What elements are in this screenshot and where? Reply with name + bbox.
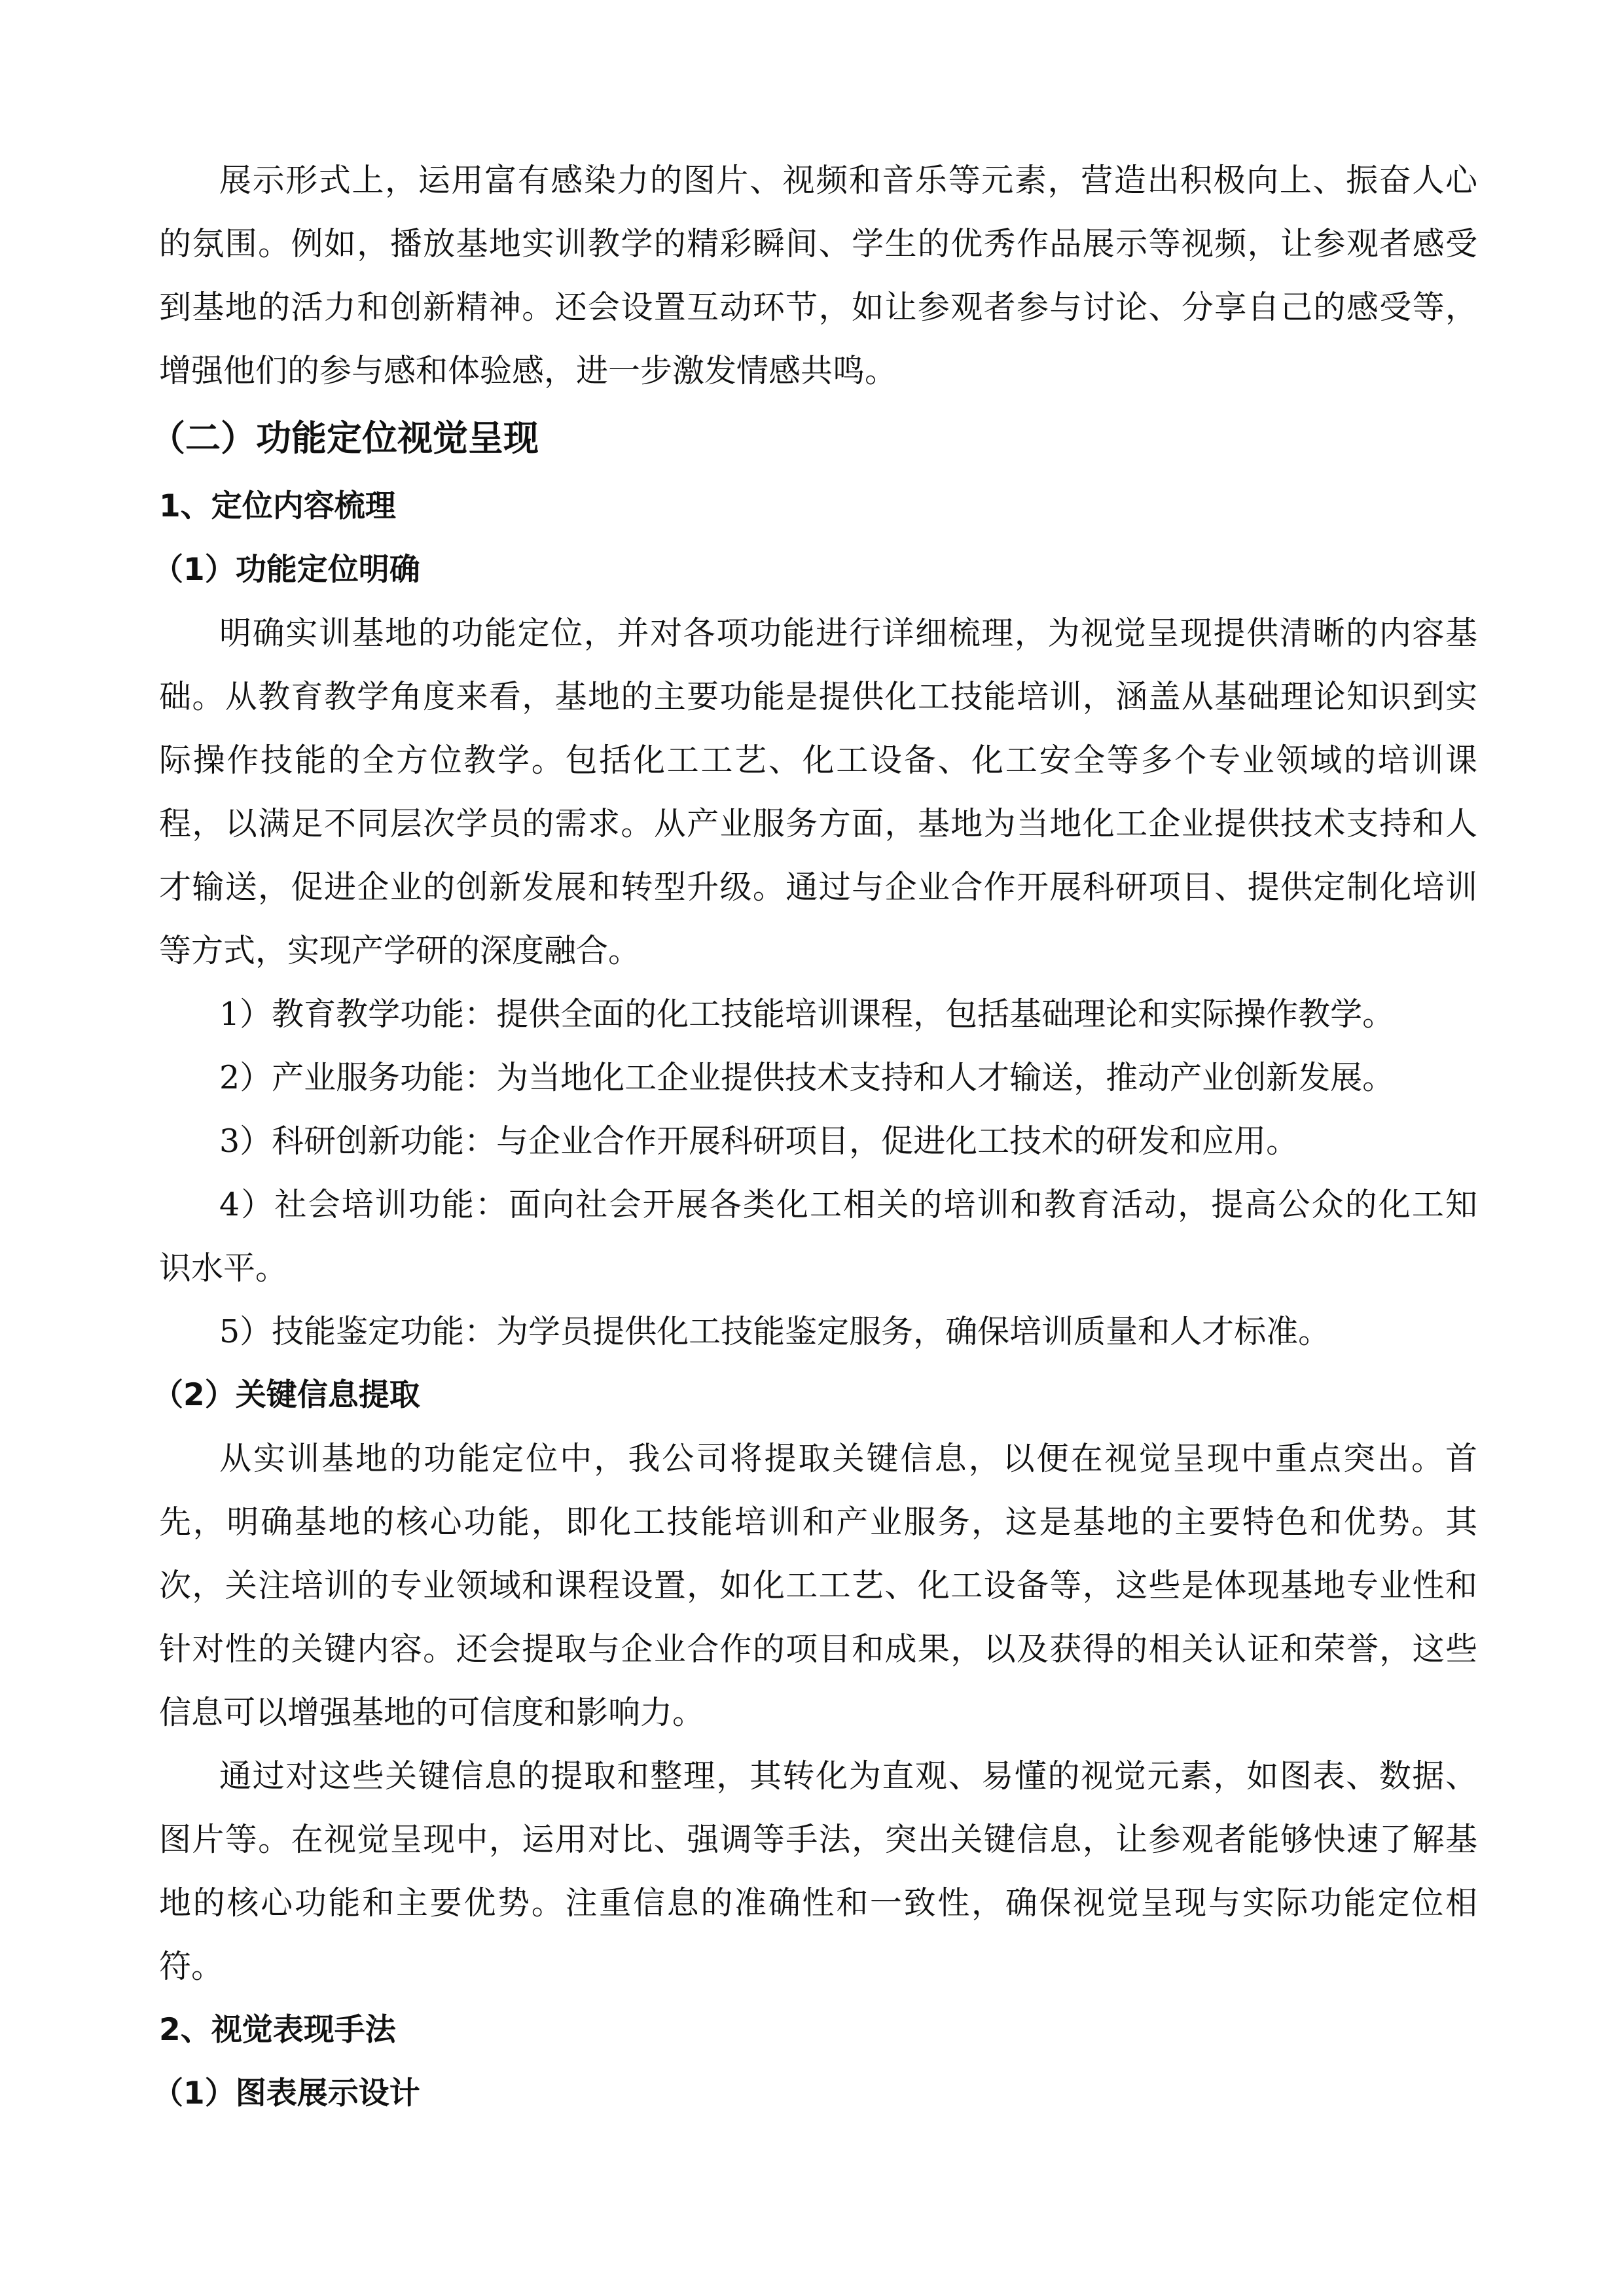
text-line: 增强他们的参与感和体验感，进一步激发情感共鸣。 [159,352,897,389]
text-line: 的氛围。例如，播放基地实训教学的精彩瞬间、学生的优秀作品展示等视频，让参观者感受 [159,225,1477,262]
text-line: 到基地的活力和创新精神。还会设置互动环节，如让参观者参与讨论、分享自己的感受等， [159,289,1477,326]
text-line: 际操作技能的全方位教学。包括化工工艺、化工设备、化工安全等多个专业领域的培训课 [159,742,1477,779]
text-line: 础。从教育教学角度来看，基地的主要功能是提供化工技能培训，涵盖从基础理论知识到实 [159,678,1477,715]
text-line: 明确实训基地的功能定位，并对各项功能进行详细梳理，为视觉呈现提供清晰的内容基 [219,615,1477,652]
subsubsection-heading: （1）图表展示设计 [153,2075,420,2111]
subsubsection-heading: （2）关键信息提取 [153,1377,420,1413]
text-line: 程，以满足不同层次学员的需求。从产业服务方面，基地为当地化工企业提供技术支持和人 [159,805,1477,842]
list-item: 1）教育教学功能：提供全面的化工技能培训课程，包括基础理论和实际操作教学。 [219,996,1395,1033]
section-heading: （二）功能定位视觉呈现 [150,418,539,459]
function-list [159,982,1477,1363]
text-line: 通过对这些关键信息的提取和整理，其转化为直观、易懂的视觉元素，如图表、数据、 [219,1757,1477,1795]
text-line: 信息可以增强基地的可信度和影响力。 [159,1694,705,1731]
document-page [150,149,1477,2125]
text-line: 针对性的关键内容。还会提取与企业合作的项目和成果，以及获得的相关认证和荣誉，这些 [159,1630,1477,1668]
list-item: 5）技能鉴定功能：为学员提供化工技能鉴定服务，确保培训质量和人才标准。 [219,1313,1331,1350]
text-line: 地的核心功能和主要优势。注重信息的准确性和一致性，确保视觉呈现与实际功能定位相 [159,1884,1477,1922]
subsection-heading: 1、定位内容梳理 [159,488,396,524]
text-line: 才输送，促进企业的创新发展和转型升级。通过与企业合作开展科研项目、提供定制化培训 [159,869,1477,906]
paragraph [159,1427,1477,1744]
text-line: 先，明确基地的核心功能，即化工技能培训和产业服务，这是基地的主要特色和优势。其 [159,1503,1477,1541]
list-item: 3）科研创新功能：与企业合作开展科研项目，促进化工技术的研发和应用。 [219,1122,1299,1160]
subsubsection-heading: （1）功能定位明确 [153,552,420,588]
text-line: 次，关注培训的专业领域和课程设置，如化工工艺、化工设备等，这些是体现基地专业性和 [159,1567,1477,1604]
subsection-heading: 2、视觉表现手法 [159,2012,396,2048]
text-line: 从实训基地的功能定位中，我公司将提取关键信息，以便在视觉呈现中重点突出。首 [219,1440,1477,1477]
paragraph [159,149,1477,403]
text-line: 展示形式上，运用富有感染力的图片、视频和音乐等元素，营造出积极向上、振奋人心 [219,162,1477,199]
text-line: 图片等。在视觉呈现中，运用对比、强调等手法，突出关键信息，让参观者能够快速了解基 [159,1821,1477,1858]
paragraph [159,1744,1477,1998]
text-line: 等方式，实现产学研的深度融合。 [159,932,641,969]
list-item-continuation: 识水平。 [159,1249,288,1287]
text-line: 符。 [159,1948,224,1985]
paragraph [159,601,1477,982]
list-item: 4）社会培训功能：面向社会开展各类化工相关的培训和教育活动，提高公众的化工知 [219,1186,1477,1223]
list-item: 2）产业服务功能：为当地化工企业提供技术支持和人才输送，推动产业创新发展。 [219,1059,1395,1096]
